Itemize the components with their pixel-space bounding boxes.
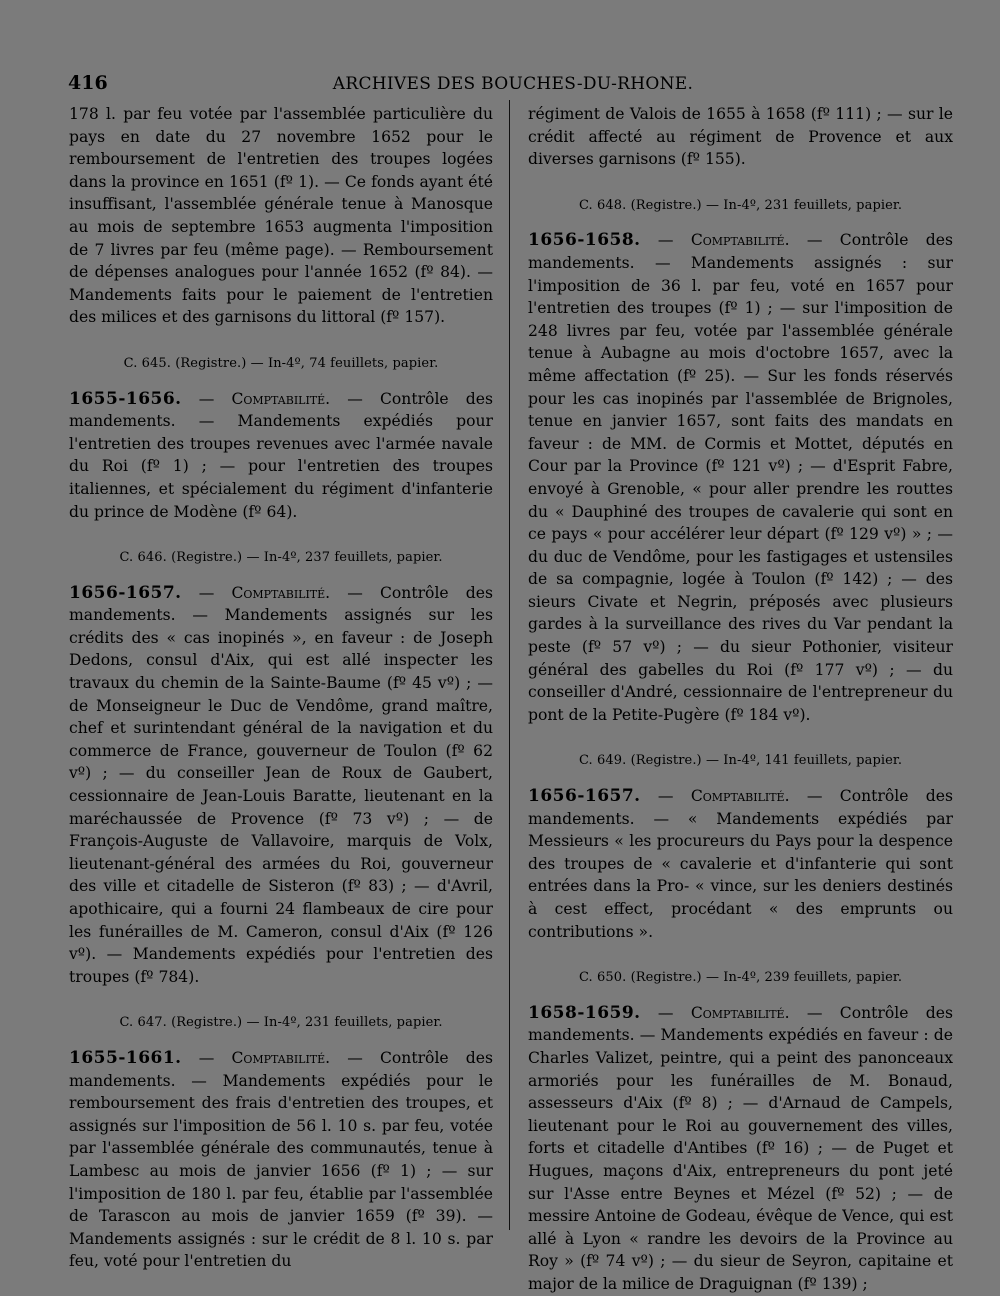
running-title: ARCHIVES DES BOUCHES-DU-RHONE. (332, 74, 694, 94)
entry-dates: 1655-1656. (69, 388, 182, 409)
entry-text: — Contrôle des mandements. — Mandements expédiés pour le remboursement des frais d'entretien des troupes, et assignés sur l'imposition de 56 l. 10 s. par feu, votée par l'assemblée générale des communautés, tenue à Lambesc au mois de janvier 1656 (fº 1) ; — sur l'imposition de 180 l. par feu, établie par l'assemblée de Tarascon au mois de janvier 1659 (fº 39). — Mandements assignés : sur le crédit de 8 l. 10 s. par feu, voté pour l'entretien du (69, 1048, 493, 1271)
archive-reference: C. 648. (Registre.) — In-4º, 231 feuillets, papier. (578, 197, 903, 213)
entry-category: Comptabilité. (690, 787, 790, 806)
entry-text: — Contrôle des mandements. — Mandements assignés sur les crédits des « cas inopinés », en faveur : de Joseph Dedons, consul d'Aix, qui est allé inspecter les travaux du chemin de la Sainte-Baume (fº 45 vº) ; — de Monseigneur le Duc de Vendôme, grand maître, chef et surintendant général de la navigation et du commerce de France, gouverneur de Toulon (fº 62 vº) ; — du conseiller Jean de Roux de Gaubert, cessionnaire de Jean-Louis Baratte, lieutenant en la maréchaussée de Provence (fº 73 vº) ; — de François-Auguste de Vallavoire, marquis de Volx, lieutenant-général des armées du Roi, gouverneur des ville et citadelle de Sisteron (fº 83) ; — d'Avril, apothicaire, qui a fourni 24 flambeaux de cire pour les funérailles de M. Cameron, consul d'Aix (fº 126 vº). — Mandements expédiés pour l'entretien des troupes (fº 784). (69, 583, 493, 986)
continuation-text: régiment de Valois de 1655 à 1658 (fº 111) ; — sur le crédit affecté au régiment de Provence et aux diverses garnisons (fº 155). (528, 105, 953, 169)
right-column (528, 103, 953, 1296)
entry-dates: 1656-1657. (69, 582, 182, 603)
archive-reference: C. 646. (Registre.) — In-4º, 237 feuillets, papier. (119, 550, 443, 566)
inventory-entry: 1655-1656. — Comptabilité. — Contrôle des mandements. — Mandements expédiés pour l'entretien des troupes revenues avec l'armée navale du Roi (fº 1) ; — pour l'entretien des troupes italiennes, et spécialement du régiment d'infanterie du prince de Modène (fº 64). (69, 388, 493, 521)
entry-dates: 1655-1661. (69, 1047, 182, 1068)
inventory-entry: 1658-1659. — Comptabilité. — Contrôle des mandements. — Mandements expédiés en faveur : de Charles Valizet, peintre, qui a peint des panonceaux armoriés pour les funérailles de M. Bonaud, assesseurs d'Aix (fº 8) ; — d'Arnaud de Campels, lieutenant pour le Roi au gouvernement des villes, forts et citadelle d'Antibes (fº 16) ; — de Puget et Hugues, maçons d'Aix, entrepreneurs du pont jeté sur l'Asse entre Beynes et Mézel (fº 52) ; — de messire Antoine de Godeau, évêque de Vence, qui est allé à Lyon « randre les devoirs de la Province au Roy » (fº 74 vº) ; — du sieur de Seyron, capitaine et major de la milice de Draguignan (fº 139) ; (528, 1002, 953, 1293)
inventory-entry: 1656-1657. — Comptabilité. — Contrôle des mandements. — « Mandements expédiés par Messieurs « les procureurs du Pays pour la despence des troupes de « cavalerie et d'infanterie qui sont entrées dans la Pro- « vince, sur les deniers destinés à cest effect, procédant « des emprunts ou contributions ». (528, 786, 953, 941)
entry-dates: 1656-1658. (528, 230, 641, 251)
archive-reference: C. 649. (Registre.) — In-4º, 141 feuillets, papier. (578, 753, 903, 769)
entry-text: — Contrôle des mandements. — « Mandements expédiés par Messieurs « les procureurs du Pays pour la despence des troupes de « cavalerie et d'infanterie qui sont entrées dans la Pro- « vince, sur les deniers destinés à cest effect, procédant « des emprunts ou contributions ». (528, 787, 953, 941)
entry-category: Comptabilité. (231, 1048, 331, 1067)
archive-reference: C. 647. (Registre.) — In-4º, 231 feuillets, papier. (119, 1015, 443, 1031)
entry-text: — Contrôle des mandements. — Mandements assignés : sur l'imposition de 36 l. par feu, voté en 1657 pour l'entretien des troupes (fº 1) ; — sur l'imposition de 248 livres par feu, votée par l'assemblée générale tenue à Aubagne au mois d'octobre 1657, avec la même affectation (fº 25). — Sur les fonds réservés pour les cas inopinés par l'assemblée de Brignoles, tenue en janvier 1657, sont faits des mandats en faveur : de MM. de Cormis et Mottet, députés en Cour par la Province (fº 121 vº) ; — d'Esprit Fabre, envoyé à Grenoble, « pour aller prendre les routtes du « Dauphiné des troupes de cavalerie qui sont en ce pays « pour accélérer leur départ (fº 129 vº) » ; — du duc de Vendôme, pour les fastigages et ustensiles de sa compagnie, logée à Toulon (fº 142) ; — des sieurs Civate et Negrin, préposés avec plusieurs gardes à la surveillance des rives du Var pendant la peste (fº 57 vº) ; — du sieur Pothonier, visiteur général des gabelles du Roi (fº 177 vº) ; — du conseiller d'André, cessionnaire de l'entrepreneur du pont de la Petite-Pugère (fº 184 vº). (528, 231, 953, 724)
inventory-entry: 1656-1658. — Comptabilité. — Contrôle des mandements. — Mandements assignés : sur l'imposition de 36 l. par feu, voté en 1657 pour l'entretien des troupes (fº 1) ; — sur l'imposition de 248 livres par feu, votée par l'assemblée générale tenue à Aubagne au mois d'octobre 1657, avec la même affectation (fº 25). — Sur les fonds réservés pour les cas inopinés par l'assemblée de Brignoles, tenue en janvier 1657, sont faits des mandats en faveur : de MM. de Cormis et Mottet, députés en Cour par la Province (fº 121 vº) ; — d'Esprit Fabre, envoyé à Grenoble, « pour aller prendre les routtes du « Dauphiné des troupes de cavalerie qui sont en ce pays « pour accélérer leur départ (fº 129 vº) » ; — du duc de Vendôme, pour les fastigages et ustensiles de sa compagnie, logée à Toulon (fº 142) ; — des sieurs Civate et Negrin, préposés avec plusieurs gardes à la surveillance des rives du Var pendant la peste (fº 57 vº) ; — du sieur Pothonier, visiteur général des gabelles du Roi (fº 177 vº) ; — du conseiller d'André, cessionnaire de l'entrepreneur du pont de la Petite-Pugère (fº 184 vº). (528, 230, 953, 724)
column-divider (509, 100, 510, 1230)
left-column (69, 103, 493, 1273)
entry-dates: 1656-1657. (528, 786, 641, 807)
entry-text: — Contrôle des mandements. — Mandements expédiés en faveur : de Charles Valizet, peintre, qui a peint des panonceaux armoriés pour les funérailles de M. Bonaud, assesseurs d'Aix (fº 8) ; — d'Arnaud de Campels, lieutenant pour le Roi au gouvernement des villes, forts et citadelle d'Antibes (fº 16) ; — de Puget et Hugues, maçons d'Aix, entrepreneurs du pont jeté sur l'Asse entre Beynes et Mézel (fº 52) ; — de messire Antoine de Godeau, évêque de Vence, qui est allé à Lyon « randre les devoirs de la Province au Roy » (fº 74 vº) ; — du sieur de Seyron, capitaine et major de la milice de Draguignan (fº 139) ; (528, 1003, 953, 1293)
entry-category: Comptabilité. (690, 231, 790, 250)
entry-category: Comptabilité. (690, 1003, 790, 1022)
continuation-text: 178 l. par feu votée par l'assemblée particulière du pays en date du 27 novembre 1652 pour le remboursement de l'entretien des troupes logées dans la province en 1651 (fº 1). — Ce fonds ayant été insuffisant, l'assemblée générale tenue à Manosque au mois de septembre 1653 augmenta l'imposition de 7 livres par feu (même page). — Remboursement de dépenses analogues pour l'année 1652 (fº 84). — Mandements faits pour le paiement de l'entretien des milices et des garnisons du littoral (fº 157). (69, 105, 493, 327)
entry-category: Comptabilité. (231, 583, 331, 602)
page-number: 416 (68, 72, 108, 94)
entry-category: Comptabilité. (231, 389, 331, 408)
entry-dates: 1658-1659. (528, 1002, 641, 1023)
archive-reference: C. 645. (Registre.) — In-4º, 74 feuillets, papier. (123, 355, 439, 371)
archive-reference: C. 650. (Registre.) — In-4º, 239 feuillets, papier. (578, 970, 903, 986)
entry-text: — Contrôle des mandements. — Mandements expédiés pour l'entretien des troupes revenues avec l'armée navale du Roi (fº 1) ; — pour l'entretien des troupes italiennes, et spécialement du régiment d'infanterie du prince de Modène (fº 64). (69, 389, 493, 521)
inventory-entry: 1656-1657. — Comptabilité. — Contrôle des mandements. — Mandements assignés sur les crédits des « cas inopinés », en faveur : de Joseph Dedons, consul d'Aix, qui est allé inspecter les travaux du chemin de la Sainte-Baume (fº 45 vº) ; — de Monseigneur le Duc de Vendôme, grand maître, chef et surintendant général de la navigation et du commerce de France, gouverneur de Toulon (fº 62 vº) ; — du conseiller Jean de Roux de Gaubert, cessionnaire de Jean-Louis Baratte, lieutenant en la maréchaussée de Provence (fº 73 vº) ; — de François-Auguste de Vallavoire, marquis de Volx, lieutenant-général des armées du Roi, gouverneur des ville et citadelle de Sisteron (fº 83) ; — d'Avril, apothicaire, qui a fourni 24 flambeaux de cire pour les funérailles de M. Cameron, consul d'Aix (fº 126 vº). — Mandements expédiés pour l'entretien des troupes (fº 784). (69, 582, 493, 986)
inventory-entry: 1655-1661. — Comptabilité. — Contrôle des mandements. — Mandements expédiés pour le remboursement des frais d'entretien des troupes, et assignés sur l'imposition de 56 l. 10 s. par feu, votée par l'assemblée générale des communautés, tenue à Lambesc au mois de janvier 1656 (fº 1) ; — sur l'imposition de 180 l. par feu, établie par l'assemblée de Tarascon au mois de janvier 1659 (fº 39). — Mandements assignés : sur le crédit de 8 l. 10 s. par feu, voté pour l'entretien du (69, 1047, 493, 1271)
page-header (68, 72, 958, 100)
